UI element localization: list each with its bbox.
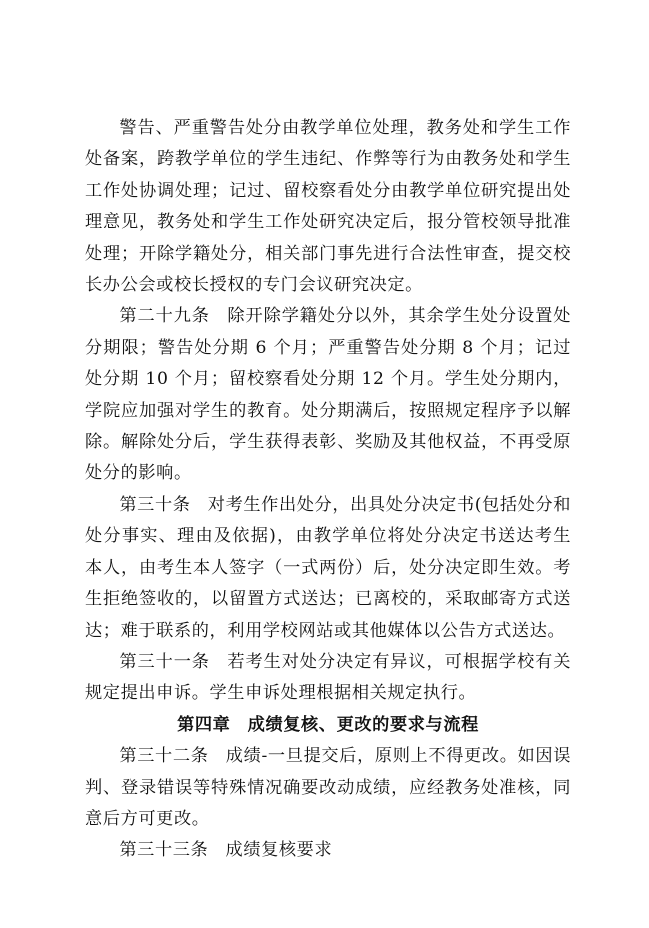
chapter-4-title: 成绩复核、更改的要求与流程 [247,714,479,735]
article-29 [85,301,571,489]
article-30-label: 第三十条 [119,494,191,515]
article-33-text: 成绩复核要求 [225,840,333,861]
article-33-label: 第三十三条 [119,840,209,861]
article-29-label: 第二十九条 [119,306,210,327]
article-31-text: 若考生对处分决定有异议，可根据学校有关规定提出申诉。学生申诉处理根据相关规定执行。 [85,651,571,704]
article-30-text: 对考生作出处分，出具处分决定书(包括处分和处分事实、理由及依据)，由教学单位将处分决定书送达考生本人，由考生本人签字（一式两份）后，处分决定即生效。考生拒绝签收的，以留置方式送达；已离校的，采取邮寄方式送达；难于联系的，利用学校网站或其他媒体以公告方式送达。 [85,494,571,641]
article-32-label: 第三十二条 [119,746,209,767]
article-32-text: 成绩-一旦提交后，原则上不得更改。如因误判、登录错误等特殊情况确要改动成绩，应经教务处准核，同意后方可更改。 [85,746,571,829]
article-33 [85,835,571,866]
chapter-4-label: 第四章 [177,714,231,735]
article-31-label: 第三十一条 [119,651,210,672]
article-31 [85,647,571,710]
paragraph-disciplinary-handling [85,113,571,301]
article-32 [85,741,571,835]
article-30 [85,490,571,647]
paragraph-text: 警告、严重警告处分由教学单位处理，教务处和学生工作处备案，跨教学单位的学生违纪、作弊等行为由教务处和学生工作处协调处理；记过、留校察看处分由教学单位研究提出处理意见，教务处和学生工作处研究决定后，报分管校领导批准处理；开除学籍处分，相关部门事先进行合法性审查，提交校长办公会或校长授权的专门会议研究决定。 [85,118,571,296]
document-body [85,113,571,867]
chapter-4-heading [85,710,571,741]
article-29-text: 除开除学籍处分以外，其余学生处分设置处分期限；警告处分期 6 个月；严重警告处分期 8 个月；记过处分期 10 个月；留校察看处分期 12 个月。学生处分期内，学院应加强对学生的教育。处分期满后，按照规定程序予以解除。解除处分后，学生获得表彰、奖励及其他权益，不再受原处分的影响。 [85,306,571,484]
